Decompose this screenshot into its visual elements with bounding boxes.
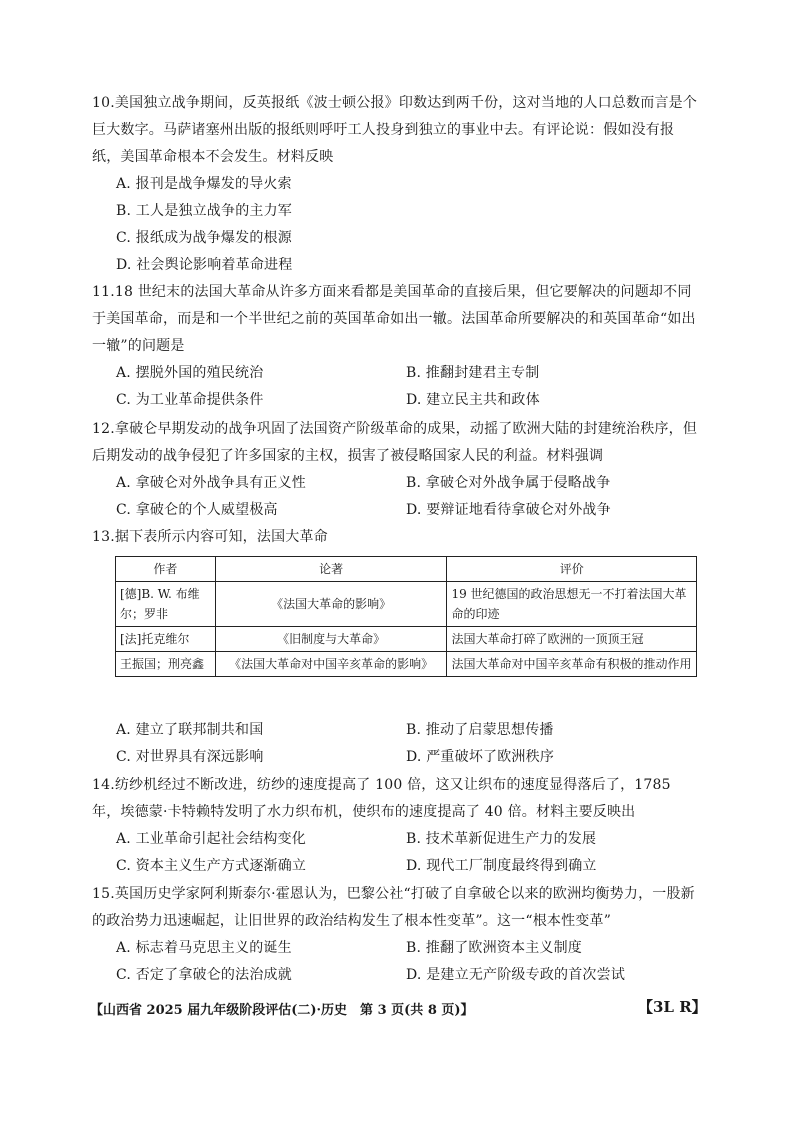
option-a: A. 拿破仑对外战争具有正义性 [116,475,307,491]
option-c: C. 对世界具有深远影响 [116,749,264,765]
option-d: D. 建立民主共和政体 [406,392,540,408]
option-d: D. 是建立无产阶级专政的首次尝试 [406,967,626,983]
question-stem: 12.拿破仑早期发动的战争巩固了法国资产阶级革命的成果，动摇了欧洲大陆的封建统治秩序，但后期发动的战争侵犯了许多国家的主权，损害了被侵略国家人民的利益。材料强调 [92,421,698,464]
question-stem: 15.英国历史学家阿利斯泰尔·霍恩认为，巴黎公社“打破了自拿破仑以来的欧洲均衡势力，一股新的政治势力迅速崛起，让旧世界的政治结构发生了根本性变革”。这一“根本性变革” [92,886,695,929]
option-d: D. 社会舆论影响着革命进程 [116,257,293,273]
table-cell-evaluation: 法国大革命打碎了欧洲的一顶顶王冠 [447,627,697,652]
table-header-row [116,557,697,582]
question-stem: 14.纺纱机经过不断改进，纺纱的速度提高了 100 倍，这又让织布的速度显得落后了，1785 年，埃德蒙·卡特赖特发明了水力织布机，使织布的速度提高了 40 倍。材料主要反映出 [92,777,671,820]
table-row [116,582,697,627]
question-10 [92,90,702,279]
table-row [116,652,697,677]
options-grid [92,826,702,880]
options-grid [92,470,702,524]
question-stem: 10.美国独立战争期间，反英报纸《波士顿公报》印数达到两千份，这对当地的人口总数而言是个巨大数字。马萨诸塞州出版的报纸则呼吁工人投身到独立的事业中去。有评论说：假如没有报纸，美国革命根本不会发生。材料反映 [92,95,698,165]
option-c: C. 否定了拿破仑的法治成就 [116,967,292,983]
question-11 [92,279,702,414]
question-15 [92,881,702,989]
header-work: 论著 [215,557,447,582]
header-author: 作者 [116,557,216,582]
table-cell-work: 《旧制度与大革命》 [215,627,447,652]
question-14 [92,772,702,880]
evaluation-table [115,556,697,677]
option-a: A. 工业革命引起社会结构变化 [116,831,307,847]
option-a: A. 标志着马克思主义的诞生 [116,940,292,956]
page-footer-info: 【山西省 2025 届九年级阶段评估(二)·历史 第 3 页(共 8 页)】 [90,1003,474,1018]
option-b: B. 推动了启蒙思想传播 [406,722,554,738]
option-c: C. 为工业革命提供条件 [116,392,264,408]
option-a: A. 摆脱外国的殖民统治 [116,365,264,381]
table-cell-work: 《法国大革命对中国辛亥革命的影响》 [215,652,447,677]
header-evaluation: 评价 [447,557,697,582]
option-c: C. 报纸成为战争爆发的根源 [116,230,292,246]
option-d: D. 要辩证地看待拿破仑对外战争 [406,502,611,518]
question-13-options [92,717,702,771]
options-grid [92,935,702,989]
question-stem: 13.据下表所示内容可知，法国大革命 [92,529,328,545]
option-c: C. 资本主义生产方式逐渐确立 [116,858,307,874]
option-d: D. 现代工厂制度最终得到确立 [406,858,597,874]
table-cell-author: [法]托克维尔 [116,627,216,652]
option-b: B. 拿破仑对外战争属于侵略战争 [406,475,611,491]
option-b: B. 推翻了欧洲资本主义制度 [406,940,582,956]
paper-code: 【3L R】 [638,998,707,1016]
options-grid [92,717,702,771]
table-cell-author: 王振国；刑亮鑫 [116,652,216,677]
options-grid [92,360,702,414]
option-a: A. 报刊是战争爆发的导火索 [116,176,292,192]
question-12 [92,416,702,524]
option-b: B. 技术革新促进生产力的发展 [406,831,597,847]
table-row [116,627,697,652]
table-cell-evaluation: 法国大革命对中国辛亥革命有积极的推动作用 [447,652,697,677]
table-cell-author: [德]B. W. 布维尔；罗非 [116,582,216,627]
question-13 [92,524,702,551]
option-b: B. 工人是独立战争的主力军 [116,203,292,219]
question-stem: 11.18 世纪末的法国大革命从许多方面来看都是美国革命的直接后果，但它要解决的问题却不同于美国革命，而是和一个半世纪之前的英国革命如出一辙。法国革命所要解决的和英国革命“如出一辙”的问题是 [92,284,696,354]
option-b: B. 推翻封建君主专制 [406,365,540,381]
option-a: A. 建立了联邦制共和国 [116,722,264,738]
table-cell-work: 《法国大革命的影响》 [215,582,447,627]
table-cell-evaluation: 19 世纪德国的政治思想无一不打着法国大革命的印迹 [447,582,697,627]
option-c: C. 拿破仑的个人威望极高 [116,502,278,518]
option-d: D. 严重破坏了欧洲秩序 [406,749,555,765]
